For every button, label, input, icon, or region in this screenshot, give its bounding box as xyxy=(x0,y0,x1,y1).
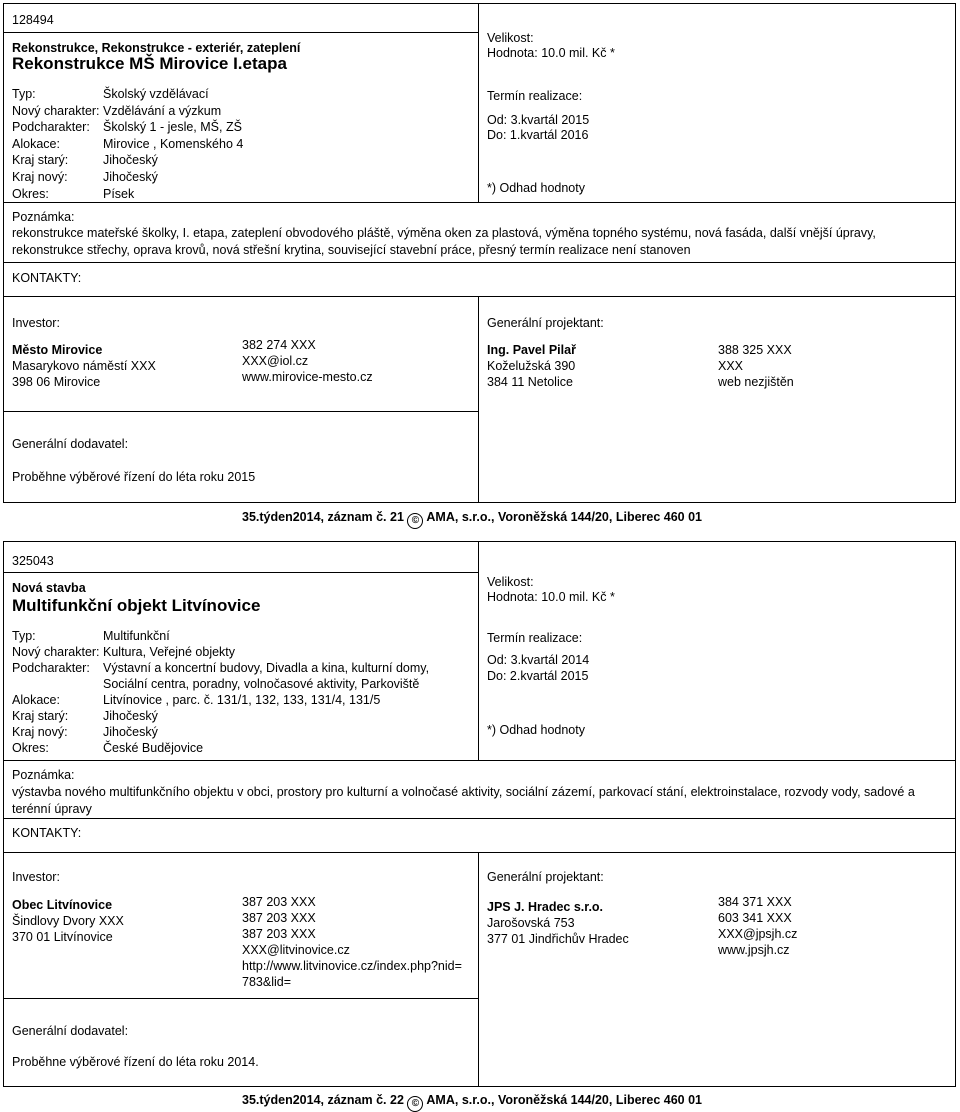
note-text: výstavba nového multifunkčního objektu v obci, prostory pro kulturní a volnočasé aktivity, sociální zázemí, parkovací stání, elektroinstalace, rozvody vody, sadové a terénní úpravy xyxy=(12,785,915,816)
divider xyxy=(478,296,479,503)
investor-address-line: Šindlovy Dvory XXX xyxy=(12,914,124,928)
attribute-label: Nový charakter: xyxy=(12,103,100,118)
attribute-row xyxy=(12,740,203,756)
contacts-label: KONTAKTY: xyxy=(12,826,82,840)
footer-text: 35.týden2014, záznam č. 22 xyxy=(242,1093,404,1107)
divider xyxy=(4,852,955,853)
designer-phone: 388 325 XXX xyxy=(718,343,792,357)
attribute-value: Jihočeský xyxy=(103,153,158,168)
attribute-value: Školský 1 - jesle, MŠ, ZŠ xyxy=(103,120,242,135)
designer-address-line: 377 01 Jindřichův Hradec xyxy=(487,932,629,946)
divider xyxy=(4,202,955,203)
attribute-label: Kraj starý: xyxy=(12,709,69,723)
attribute-row xyxy=(12,628,170,644)
note-label: Poznámka: xyxy=(12,768,75,782)
attribute-value: Jihočeský xyxy=(103,725,158,739)
size-label: Velikost: xyxy=(487,575,534,589)
footer-text: AMA, s.r.o., Voroněžská 144/20, Liberec 460 01 xyxy=(426,510,703,524)
attribute-list xyxy=(12,86,243,202)
note-text: rekonstrukce mateřské školky, I. etapa, zateplení obvodového pláště, výměna oken za plastová, výměna topného systému, nová fasáda, další vnější úpravy, rekonstrukce střechy, oprava krovů, nová střešní krytina, související stavební práce, přesný termín realizace není stanoven xyxy=(12,226,876,257)
record-kind: Nová stavba xyxy=(12,581,86,595)
designer-phone: 603 341 XXX xyxy=(718,911,792,925)
record-footer xyxy=(242,509,702,529)
divider xyxy=(4,818,955,819)
attribute-value: České Budějovice xyxy=(103,741,204,755)
attribute-row xyxy=(12,152,243,169)
investor-address-line: 370 01 Litvínovice xyxy=(12,930,113,944)
divider xyxy=(478,4,479,202)
attribute-label: Okres: xyxy=(12,186,49,201)
note-label: Poznámka: xyxy=(12,210,75,224)
designer-name: Ing. Pavel Pilař xyxy=(487,343,576,357)
copyright-icon: © xyxy=(407,513,423,529)
record-id: 325043 xyxy=(12,554,54,568)
designer-address-line: Koželužská 390 xyxy=(487,359,576,373)
investor-phone: 387 203 XXX xyxy=(242,895,316,909)
record-title: Multifunkční objekt Litvínovice xyxy=(12,596,261,615)
contractor-label: Generální dodavatel: xyxy=(12,437,129,451)
attribute-value: Mirovice , Komenského 4 xyxy=(103,136,244,151)
designer-label: Generální projektant: xyxy=(487,316,604,330)
estimate-note: *) Odhad hodnoty xyxy=(487,723,585,737)
footer-text: AMA, s.r.o., Voroněžská 144/20, Liberec 460 01 xyxy=(426,1093,703,1107)
attribute-label: Podcharakter: xyxy=(12,120,90,135)
designer-label: Generální projektant: xyxy=(487,870,604,884)
contractor-label: Generální dodavatel: xyxy=(12,1024,129,1038)
attribute-row xyxy=(12,136,243,153)
record-title: Rekonstrukce MŠ Mirovice I.etapa xyxy=(12,54,287,73)
divider xyxy=(4,32,478,33)
divider xyxy=(4,572,478,573)
attribute-value: Litvínovice , parc. č. 131/1, 132, 133, 131/4, 131/5 xyxy=(103,693,381,707)
designer-address-line: Jarošovská 753 xyxy=(487,916,575,930)
divider xyxy=(4,760,955,761)
attribute-row xyxy=(12,103,243,120)
attribute-label: Alokace: xyxy=(12,136,60,151)
designer-email: XXX xyxy=(718,359,744,373)
investor-email: XXX@iol.cz xyxy=(242,354,309,368)
record-kind: Rekonstrukce, Rekonstrukce - exteriér, zateplení xyxy=(12,41,301,55)
term-from: Od: 3.kvartál 2015 xyxy=(487,113,590,127)
designer-address-line: 384 11 Netolice xyxy=(487,375,573,389)
term-label: Termín realizace: xyxy=(487,89,583,103)
divider xyxy=(478,852,479,1086)
attribute-label: Okres: xyxy=(12,741,49,755)
divider xyxy=(4,411,478,412)
term-to: Do: 1.kvartál 2016 xyxy=(487,128,589,142)
attribute-label: Podcharakter: xyxy=(12,661,90,675)
attribute-row xyxy=(12,119,243,136)
investor-email: XXX@litvinovice.cz xyxy=(242,943,350,957)
record-card xyxy=(3,541,956,1087)
investor-label: Investor: xyxy=(12,870,60,884)
attribute-label: Kraj nový: xyxy=(12,725,68,739)
attribute-row xyxy=(12,692,380,708)
attribute-row xyxy=(12,169,243,186)
term-from: Od: 3.kvartál 2014 xyxy=(487,653,590,667)
designer-website: web nezjištěn xyxy=(718,375,794,389)
designer-email: XXX@jpsjh.cz xyxy=(718,927,798,941)
divider xyxy=(4,262,955,263)
investor-phone: 387 203 XXX xyxy=(242,911,316,925)
attribute-row xyxy=(12,644,235,660)
attribute-value: Jihočeský xyxy=(103,169,158,184)
attribute-label: Typ: xyxy=(12,629,36,643)
investor-address-line: Masarykovo náměstí XXX xyxy=(12,359,156,373)
investor-address-line: 398 06 Mirovice xyxy=(12,375,101,389)
attribute-label: Kraj starý: xyxy=(12,153,69,168)
contractor-value: Proběhne výběrové řízení do léta roku 2015 xyxy=(12,470,256,484)
attribute-row xyxy=(12,86,243,103)
size-value: Hodnota: 10.0 mil. Kč * xyxy=(487,46,615,60)
attribute-label: Alokace: xyxy=(12,693,60,707)
investor-phone: 382 274 XXX xyxy=(242,338,316,352)
estimate-note: *) Odhad hodnoty xyxy=(487,181,585,195)
designer-website: www.jpsjh.cz xyxy=(718,943,790,957)
footer-text: 35.týden2014, záznam č. 21 xyxy=(242,510,404,524)
record-footer xyxy=(242,1092,702,1112)
attribute-value: Písek xyxy=(103,186,135,201)
size-label: Velikost: xyxy=(487,31,534,45)
attribute-value: Kultura, Veřejné objekty xyxy=(103,645,236,659)
investor-name: Město Mirovice xyxy=(12,343,103,357)
attribute-row xyxy=(12,724,158,740)
attribute-value: Výstavní a koncertní budovy, Divadla a kina, kulturní domy, Sociální centra, poradny, volnočasové aktivity, Parkoviště xyxy=(103,661,430,691)
record-id: 128494 xyxy=(12,13,54,27)
divider xyxy=(4,296,955,297)
copyright-icon: © xyxy=(407,1096,423,1112)
attribute-value: Jihočeský xyxy=(103,709,158,723)
size-value: Hodnota: 10.0 mil. Kč * xyxy=(487,590,615,604)
attribute-row xyxy=(12,186,243,203)
attribute-label: Nový charakter: xyxy=(12,645,100,659)
attribute-value: Školský vzdělávací xyxy=(103,87,209,101)
designer-phone: 384 371 XXX xyxy=(718,895,792,909)
attribute-label: Typ: xyxy=(12,87,36,101)
investor-name: Obec Litvínovice xyxy=(12,898,113,912)
attribute-row xyxy=(12,708,158,724)
term-to: Do: 2.kvartál 2015 xyxy=(487,669,589,683)
term-label: Termín realizace: xyxy=(487,631,583,645)
investor-label: Investor: xyxy=(12,316,60,330)
designer-name: JPS J. Hradec s.r.o. xyxy=(487,900,604,914)
investor-website: http://www.litvinovice.cz/index.php?nid= xyxy=(242,959,462,973)
investor-website: 783&lid= xyxy=(242,975,291,989)
record-card xyxy=(3,3,956,503)
investor-phone: 387 203 XXX xyxy=(242,927,316,941)
attribute-value: Vzdělávání a výzkum xyxy=(103,103,222,118)
investor-website: www.mirovice-mesto.cz xyxy=(242,370,373,384)
divider xyxy=(478,542,479,760)
attribute-label: Kraj nový: xyxy=(12,169,68,184)
contacts-label: KONTAKTY: xyxy=(12,271,82,285)
attribute-value: Multifunkční xyxy=(103,629,170,643)
divider xyxy=(4,998,478,999)
contractor-value: Proběhne výběrové řízení do léta roku 2014. xyxy=(12,1055,259,1069)
